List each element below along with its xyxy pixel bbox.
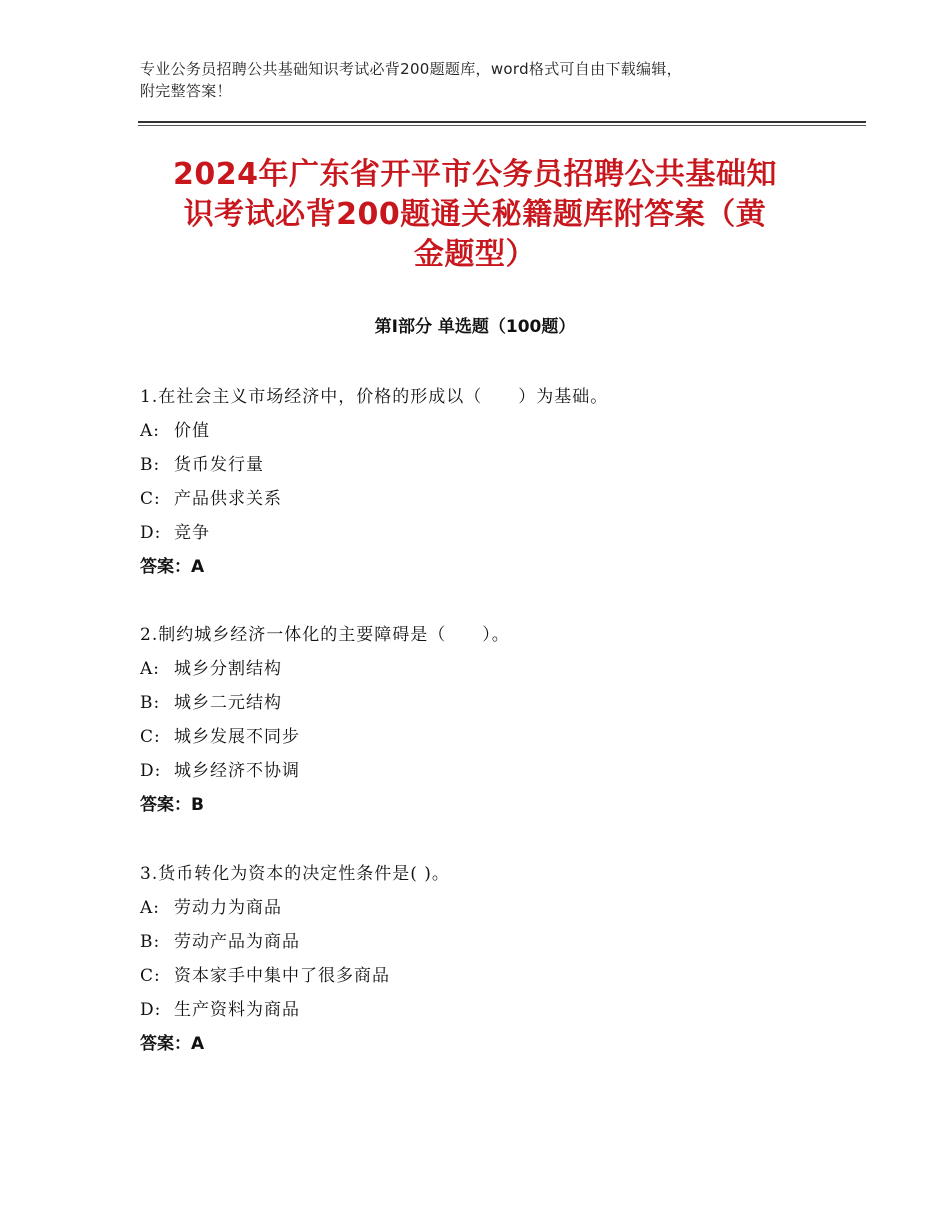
option-text: 城乡二元结构 [174,693,282,713]
header-note-line: 专业公务员招聘公共基础知识考试必背200题题库，word格式可自由下载编辑， [140,60,682,78]
option-a [140,652,860,686]
option-letter: C: [140,727,161,747]
option-b [140,686,860,720]
option-text: 城乡分割结构 [174,659,282,679]
option-letter: C: [140,966,161,986]
option-letter: B: [140,455,161,475]
option-c [140,482,860,516]
option-letter: D: [140,1000,162,1020]
option-d [140,516,860,550]
question-stem: 3.货币转化为资本的决定性条件是( )。 [140,864,450,884]
question-1 [140,380,860,584]
divider-thick-line [138,121,866,123]
divider-thin-line [138,125,866,126]
section-title: 第Ⅰ部分 单选题（100题） [374,317,576,337]
option-text: 产品供求关系 [174,489,282,509]
question-stem: 2.制约城乡经济一体化的主要障碍是（ ）。 [140,625,510,645]
question-stem: 1.在社会主义市场经济中，价格的形成以（ ）为基础。 [140,387,609,407]
header-divider [138,121,866,126]
option-text: 劳动力为商品 [174,898,282,918]
question-2 [140,618,860,822]
option-b [140,925,860,959]
option-letter: B: [140,693,161,713]
option-letter: A: [140,659,161,679]
option-text: 价值 [174,421,210,441]
option-letter: D: [140,523,162,543]
answer: 答案：A [140,557,205,577]
option-a [140,891,860,925]
header-note-line: 附完整答案！ [140,82,232,100]
option-a [140,414,860,448]
option-text: 城乡经济不协调 [174,761,300,781]
option-letter: B: [140,932,161,952]
option-d [140,754,860,788]
option-letter: A: [140,898,161,918]
option-letter: A: [140,421,161,441]
option-text: 资本家手中集中了很多商品 [174,966,390,986]
option-text: 劳动产品为商品 [174,932,300,952]
option-text: 城乡发展不同步 [174,727,300,747]
option-text: 货币发行量 [174,455,264,475]
option-letter: D: [140,761,162,781]
title-line: 识考试必背200题通关秘籍题库附答案（黄 [183,197,767,232]
title-line: 2024年广东省开平市公务员招聘公共基础知 [173,157,777,192]
option-b [140,448,860,482]
answer: 答案：A [140,1034,205,1054]
option-d [140,993,860,1027]
header-note [140,58,820,102]
option-c [140,959,860,993]
title-line: 金题型） [414,237,536,272]
option-text: 竞争 [174,523,210,543]
answer: 答案：B [140,795,204,815]
option-text: 生产资料为商品 [174,1000,300,1020]
document-title [130,155,820,275]
option-c [140,720,860,754]
option-letter: C: [140,489,161,509]
question-3 [140,857,860,1061]
